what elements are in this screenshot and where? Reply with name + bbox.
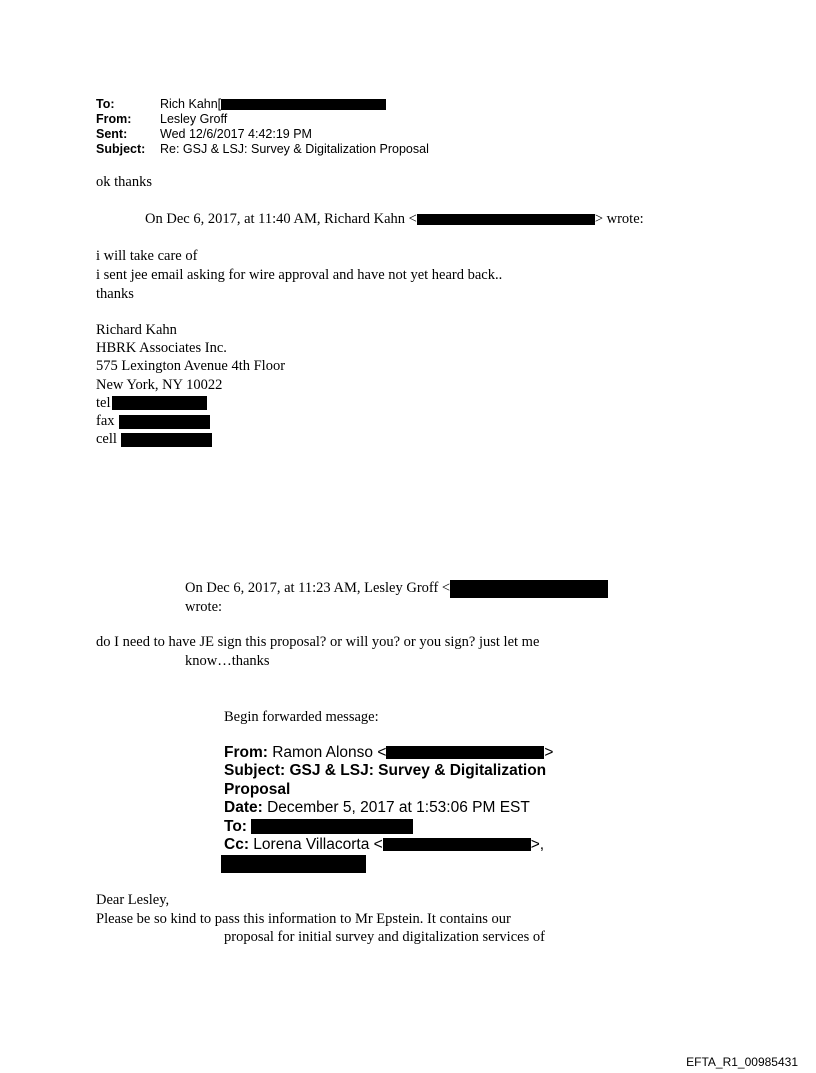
fwd-to-row: To: <box>224 818 553 836</box>
to-value: Rich Kahn[ <box>160 97 386 112</box>
subject-label: Subject: <box>96 142 146 156</box>
redaction-bar <box>221 855 366 873</box>
letter-greeting: Dear Lesley, <box>96 892 170 908</box>
to-label: To: <box>96 97 115 111</box>
from-value: Lesley Groff <box>160 112 228 126</box>
signature-address-1: 575 Lexington Avenue 4th Floor <box>96 358 286 375</box>
signature-name: Richard Kahn <box>96 322 177 338</box>
quote1-body <box>96 247 502 304</box>
quote1-line: thanks <box>96 286 134 302</box>
from-label: From: <box>96 112 132 126</box>
redaction-bar <box>417 214 595 225</box>
quote2-line-1: do I need to have JE sign this proposal? or will you? or you sign? just let me <box>96 634 540 650</box>
forwarded-begin: Begin forwarded message: <box>224 709 379 725</box>
quote1-intro: On Dec 6, 2017, at 11:40 AM, Richard Kahn < > wrote: <box>145 211 644 227</box>
signature-address-2: New York, NY 10022 <box>96 376 223 393</box>
signature-tel: tel <box>96 394 285 412</box>
signature-fax: fax <box>96 412 285 430</box>
quote2-intro: On Dec 6, 2017, at 11:23 AM, Lesley Groff < wrote: <box>185 579 608 617</box>
redaction-bar <box>121 433 212 447</box>
subject-value: Re: GSJ & LSJ: Survey & Digitalization Proposal <box>160 142 429 156</box>
subject-row <box>96 142 516 157</box>
signature-company: HBRK Associates Inc. <box>96 340 227 357</box>
signature-block <box>96 321 285 448</box>
sent-value: Wed 12/6/2017 4:42:19 PM <box>160 127 312 141</box>
fwd-cc-row: Cc: Lorena Villacorta < >, <box>224 836 545 854</box>
quote1-line: i sent jee email asking for wire approval and have not yet heard back.. <box>96 267 503 283</box>
quote2-wrote: wrote: <box>185 599 223 615</box>
to-row <box>96 97 516 112</box>
fwd-subject-row: Subject: GSJ & LSJ: Survey & Digitalization <box>224 762 547 780</box>
redaction-bar <box>221 99 386 110</box>
reply-text: ok thanks <box>96 174 152 190</box>
redaction-bar <box>386 746 544 759</box>
letter-line-1: Please be so kind to pass this information to Mr Epstein. It contains our <box>96 911 511 927</box>
fwd-subject-cont: Proposal <box>224 780 291 798</box>
redaction-bar <box>119 415 210 429</box>
letter-line-2: proposal for initial survey and digitalization services of <box>224 929 545 945</box>
redaction-bar <box>383 838 531 851</box>
sent-label: Sent: <box>96 127 128 141</box>
email-header <box>96 97 516 159</box>
fwd-date-row: Date: December 5, 2017 at 1:53:06 PM EST <box>224 799 530 817</box>
signature-cell: cell <box>96 430 285 448</box>
quote1-line: i will take care of <box>96 248 198 264</box>
redaction-bar <box>112 396 207 410</box>
quote2-line-2: know…thanks <box>185 653 270 669</box>
from-row <box>96 112 516 127</box>
redaction-bar <box>251 819 413 834</box>
fwd-from-row: From: Ramon Alonso < > <box>224 744 554 761</box>
forwarded-header <box>224 744 553 854</box>
redaction-bar <box>450 580 608 598</box>
fwd-from-label: From: <box>224 744 268 761</box>
document-id: EFTA_R1_00985431 <box>686 1055 798 1069</box>
sent-row <box>96 127 516 142</box>
